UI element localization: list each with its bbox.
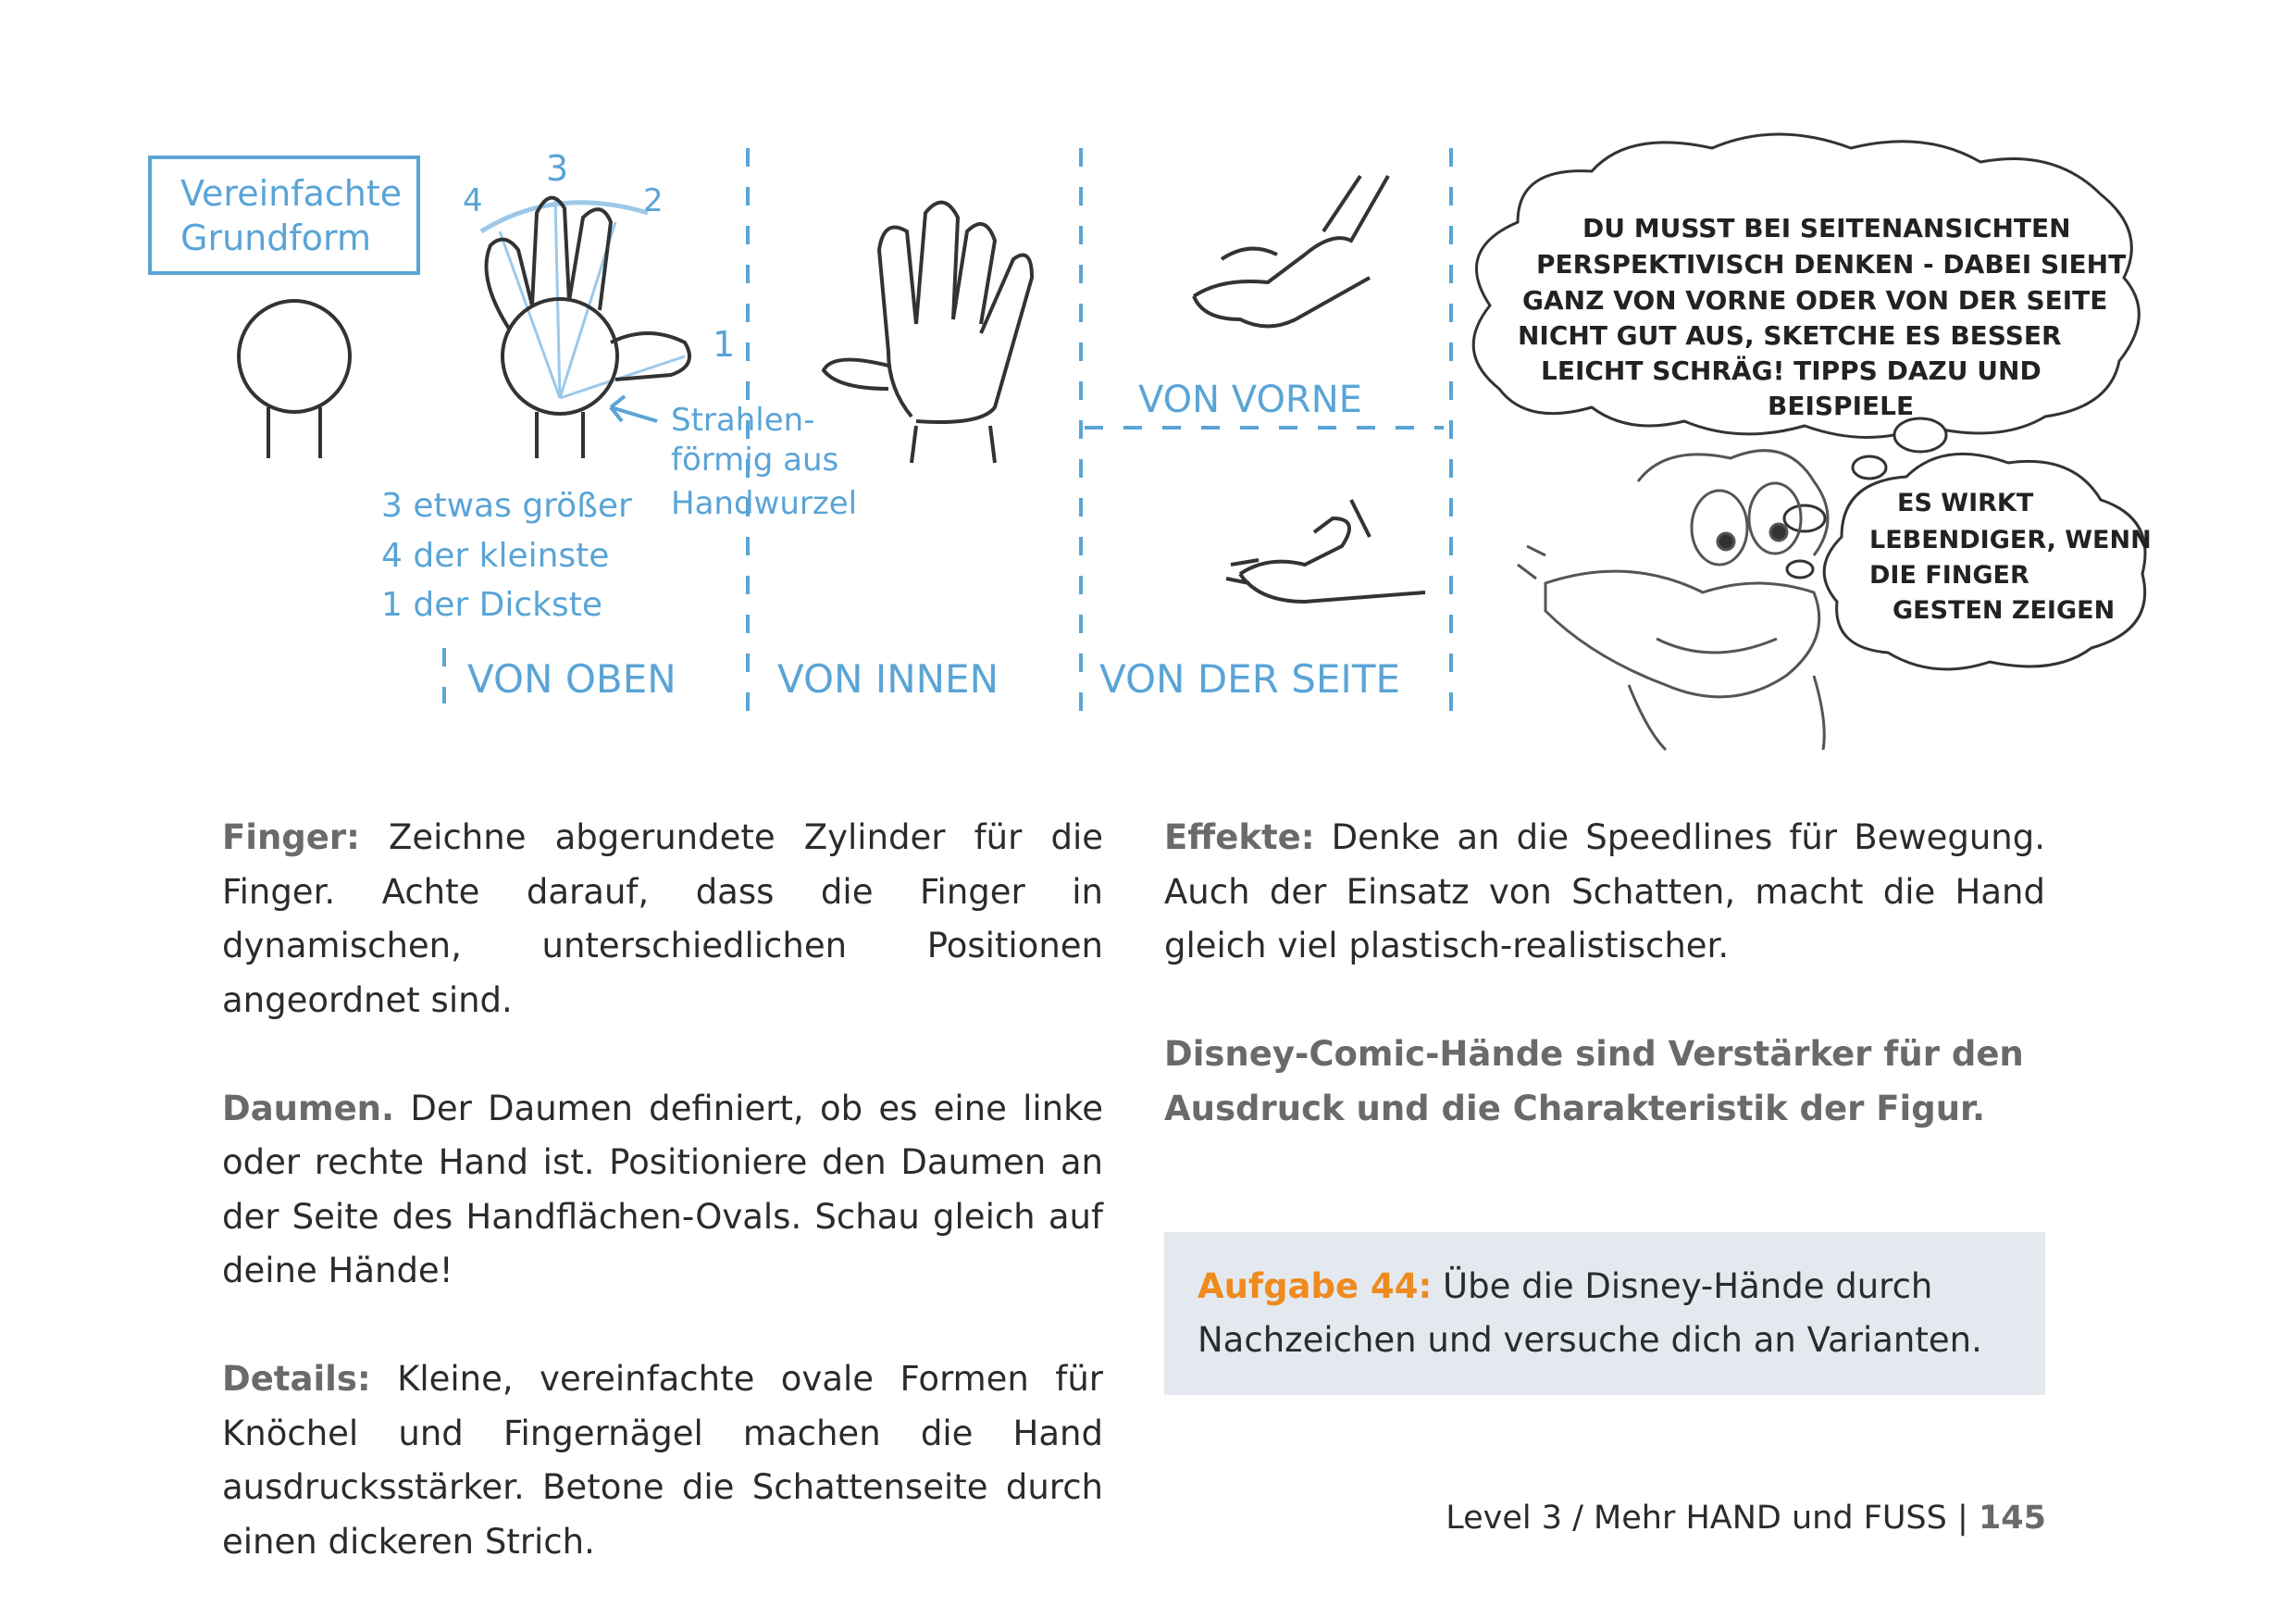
finger-paragraph (222, 811, 1103, 1027)
daumen-label: Daumen. (222, 1088, 395, 1128)
finger-number-4: 4 (463, 182, 483, 219)
bubble1-line4: NICHT GUT AUS, SKETCHE ES BESSER (1518, 320, 2062, 351)
view-label-front: VON VORNE (1138, 379, 1362, 421)
footer-chapter: Level 3 / Mehr HAND und FUSS | (1446, 1500, 1968, 1537)
hand-sketch-illustration (0, 0, 2296, 759)
finger-label: Finger: (222, 817, 360, 857)
bubble2-line4: GESTEN ZEIGEN (1893, 596, 2116, 625)
bubble1-line1: DU MUSST BEI SEITENANSICHTEN (1582, 213, 2071, 243)
view-label-side: VON DER SEITE (1099, 656, 1401, 702)
highlight-quote: Disney-Comic-Hände sind Verstärker für den Ausdruck und die Charakteristik der Figur. (1164, 1034, 2024, 1128)
bubble-dot (1894, 418, 1946, 452)
view-label-inside: VON INNEN (777, 656, 999, 702)
finger-number-2: 2 (643, 182, 664, 219)
details-text: Kleine, vereinfachte ovale Formen für Knöchel und Fingernägel machen die Hand ausdrucksstärker. Betone die Schattenseite durch einen dickeren Strich. (222, 1359, 1103, 1562)
box-label-line2: Grundform (180, 218, 371, 258)
daumen-text: Der Daumen definiert, ob es eine linke oder rechte Hand ist. Positioniere den Daumen an der Seite des Handflächen-Ovals. Schau gleich auf deine Hände! (222, 1088, 1103, 1290)
hand-top-view-drawing (481, 198, 689, 458)
page-footer (1446, 1500, 2046, 1537)
bubble1-line5: LEICHT SCHRÄG! TIPPS DAZU UND (1541, 355, 2042, 386)
details-paragraph (222, 1352, 1103, 1569)
arrow-icon (611, 396, 657, 421)
section-dividers (444, 148, 1451, 731)
details-label: Details: (222, 1359, 371, 1399)
arrow-note-line2: förmig aus (671, 442, 839, 479)
bubble2-line2: LEBENDIGER, WENN (1869, 526, 2152, 554)
task-text: Übe die Disney-Hände durch Nachzeichen und versuche dich an Varianten. (1198, 1266, 1982, 1360)
task-label: Aufgabe 44: (1198, 1266, 1433, 1306)
daumen-paragraph (222, 1082, 1103, 1299)
page-number: 145 (1978, 1500, 2046, 1537)
bubble1-line2: PERSPEKTIVISCH DENKEN - DABEI SIEHT (1536, 249, 2127, 280)
finger-text: Zeichne abgerundete Zylinder für die Finger. Achte darauf, dass die Finger in dynamischen, unterschiedlichen Positionen angeordnet sind. (222, 817, 1103, 1020)
size-note-2: 4 der kleinste (381, 537, 610, 575)
bubble-dot (1787, 561, 1813, 578)
bubble1-line3: GANZ VON VORNE ODER VON DER SEITE (1522, 285, 2108, 316)
arrow-note-line1: Strahlen- (671, 402, 815, 439)
effekte-label: Effekte: (1164, 817, 1315, 857)
basic-shape-drawing (239, 301, 350, 458)
right-text-column (1164, 811, 2045, 1136)
finger-number-1: 1 (713, 324, 736, 365)
left-text-column (222, 811, 1103, 1569)
effekte-paragraph (1164, 811, 2045, 974)
finger-number-3: 3 (546, 148, 569, 189)
bubble2-line1: ES WIRKT (1897, 489, 2034, 517)
duck-character-drawing (1518, 451, 1828, 750)
bubble-dot (1853, 456, 1886, 479)
task-box (1164, 1232, 2045, 1395)
effekte-text: Denke an die Speedlines für Bewegung. Auch der Einsatz von Schatten, macht die Hand gleich viel plastisch-realistischer. (1164, 817, 2045, 965)
hand-inside-view-drawing (824, 203, 1032, 463)
hand-front-view-drawing (1194, 176, 1388, 327)
hand-side-view-drawing (1226, 500, 1425, 602)
bubble-dot (1784, 505, 1825, 531)
view-label-top: VON OBEN (467, 656, 676, 702)
bubble1-line6: BEISPIELE (1768, 391, 1915, 421)
bubble2-line3: DIE FINGER (1869, 561, 2029, 590)
size-note-1: 3 etwas größer (381, 487, 632, 525)
arrow-note-line3: Handwurzel (671, 485, 858, 522)
box-label-line1: Vereinfachte (180, 173, 403, 214)
size-note-3: 1 der Dickste (381, 586, 602, 624)
